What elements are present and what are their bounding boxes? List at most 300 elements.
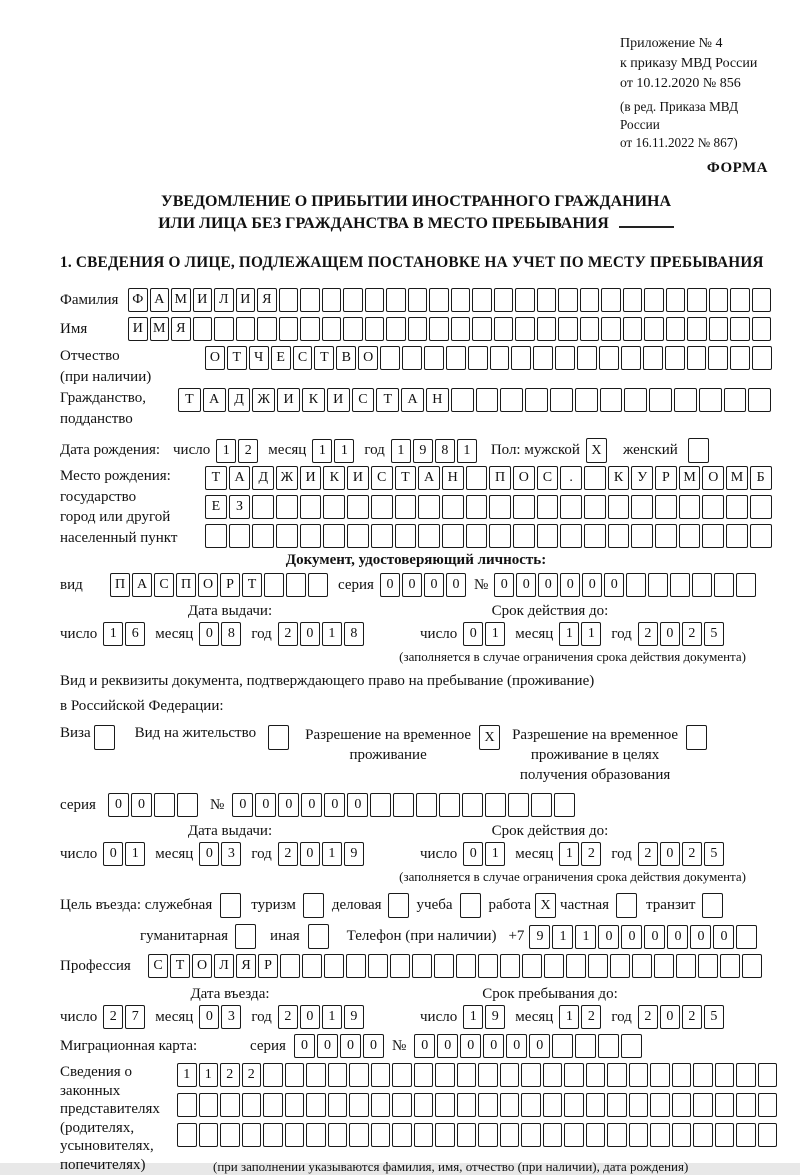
char-cell[interactable]: [715, 1123, 735, 1147]
char-cell[interactable]: [418, 495, 440, 519]
char-cell[interactable]: 3: [221, 842, 241, 866]
char-cell[interactable]: К: [323, 466, 345, 490]
char-cell[interactable]: 8: [221, 622, 241, 646]
char-cell[interactable]: 0: [506, 1034, 527, 1058]
char-cell[interactable]: [511, 346, 531, 370]
char-cell[interactable]: [736, 1093, 756, 1117]
char-cell[interactable]: 2: [682, 842, 702, 866]
char-cell[interactable]: [629, 1093, 649, 1117]
char-cell[interactable]: [730, 288, 750, 312]
char-cell[interactable]: [714, 573, 734, 597]
char-cell[interactable]: Т: [314, 346, 334, 370]
char-cell[interactable]: [414, 1093, 434, 1117]
char-cell[interactable]: [490, 346, 510, 370]
char-cell[interactable]: [584, 466, 606, 490]
char-cell[interactable]: [736, 1123, 756, 1147]
char-cell[interactable]: [629, 1123, 649, 1147]
char-cell[interactable]: 2: [581, 842, 601, 866]
char-cell[interactable]: 8: [344, 622, 364, 646]
char-cell[interactable]: [643, 346, 663, 370]
char-cell[interactable]: 9: [413, 439, 433, 463]
char-cell[interactable]: [371, 495, 393, 519]
char-cell[interactable]: [346, 954, 366, 978]
char-cell[interactable]: М: [679, 466, 701, 490]
char-cell[interactable]: 2: [103, 1005, 123, 1029]
char-cell[interactable]: [564, 1123, 584, 1147]
char-cell[interactable]: [632, 954, 652, 978]
char-cell[interactable]: [577, 346, 597, 370]
char-cell[interactable]: [429, 317, 449, 341]
char-cell[interactable]: 2: [220, 1063, 240, 1087]
char-cell[interactable]: [623, 317, 643, 341]
char-cell[interactable]: [649, 388, 672, 412]
char-cell[interactable]: М: [150, 317, 170, 341]
char-cell[interactable]: [395, 524, 417, 548]
char-cell[interactable]: [537, 288, 557, 312]
char-cell[interactable]: А: [132, 573, 152, 597]
char-cell[interactable]: [263, 1093, 283, 1117]
char-cell[interactable]: [263, 1123, 283, 1147]
char-cell[interactable]: [485, 793, 506, 817]
char-cell[interactable]: 0: [300, 1005, 320, 1029]
char-cell[interactable]: 2: [682, 622, 702, 646]
char-cell[interactable]: [544, 954, 564, 978]
char-cell[interactable]: [500, 954, 520, 978]
char-cell[interactable]: [709, 288, 729, 312]
char-cell[interactable]: Т: [170, 954, 190, 978]
char-cell[interactable]: [631, 524, 653, 548]
char-cell[interactable]: 0: [414, 1034, 435, 1058]
char-cell[interactable]: Р: [220, 573, 240, 597]
char-cell[interactable]: 5: [704, 842, 724, 866]
char-cell[interactable]: [692, 573, 712, 597]
char-cell[interactable]: [730, 317, 750, 341]
char-cell[interactable]: [395, 495, 417, 519]
char-cell[interactable]: [586, 1093, 606, 1117]
char-cell[interactable]: 0: [446, 573, 466, 597]
char-cell[interactable]: [537, 495, 559, 519]
char-cell[interactable]: 1: [552, 925, 573, 949]
char-cell[interactable]: [654, 954, 674, 978]
char-cell[interactable]: С: [293, 346, 313, 370]
char-cell[interactable]: 1: [322, 1005, 342, 1029]
char-cell[interactable]: [429, 288, 449, 312]
char-cell[interactable]: [679, 495, 701, 519]
char-cell[interactable]: [392, 1063, 412, 1087]
char-cell[interactable]: Ч: [249, 346, 269, 370]
char-cell[interactable]: [521, 1093, 541, 1117]
char-cell[interactable]: [521, 1123, 541, 1147]
char-cell[interactable]: [655, 524, 677, 548]
char-cell[interactable]: [537, 317, 557, 341]
char-cell[interactable]: 1: [581, 622, 601, 646]
char-cell[interactable]: [279, 288, 299, 312]
char-cell[interactable]: [699, 388, 722, 412]
char-cell[interactable]: [624, 388, 647, 412]
char-cell[interactable]: [720, 954, 740, 978]
char-cell[interactable]: П: [110, 573, 130, 597]
char-cell[interactable]: С: [154, 573, 174, 597]
char-cell[interactable]: [752, 346, 772, 370]
char-cell[interactable]: 1: [322, 622, 342, 646]
char-cell[interactable]: 0: [424, 573, 444, 597]
char-cell[interactable]: 0: [103, 842, 123, 866]
char-cell[interactable]: 0: [199, 842, 219, 866]
char-cell[interactable]: [715, 1063, 735, 1087]
char-cell[interactable]: О: [198, 573, 218, 597]
char-cell[interactable]: 1: [457, 439, 477, 463]
char-cell[interactable]: [242, 1123, 262, 1147]
char-cell[interactable]: [328, 1093, 348, 1117]
char-cell[interactable]: [434, 954, 454, 978]
char-cell[interactable]: 0: [380, 573, 400, 597]
char-cell[interactable]: 0: [347, 793, 368, 817]
checkbox-cell[interactable]: [303, 893, 324, 918]
checkbox-cell[interactable]: [235, 924, 256, 949]
char-cell[interactable]: 0: [560, 573, 580, 597]
char-cell[interactable]: 2: [238, 439, 258, 463]
char-cell[interactable]: [580, 317, 600, 341]
char-cell[interactable]: Ф: [128, 288, 148, 312]
char-cell[interactable]: [393, 793, 414, 817]
char-cell[interactable]: [199, 1093, 219, 1117]
char-cell[interactable]: [322, 317, 342, 341]
char-cell[interactable]: П: [176, 573, 196, 597]
char-cell[interactable]: Ж: [252, 388, 275, 412]
char-cell[interactable]: 8: [435, 439, 455, 463]
char-cell[interactable]: 1: [559, 622, 579, 646]
char-cell[interactable]: [349, 1123, 369, 1147]
char-cell[interactable]: У: [631, 466, 653, 490]
char-cell[interactable]: [670, 573, 690, 597]
char-cell[interactable]: [693, 1093, 713, 1117]
char-cell[interactable]: [560, 495, 582, 519]
char-cell[interactable]: [199, 1123, 219, 1147]
char-cell[interactable]: [693, 1063, 713, 1087]
char-cell[interactable]: [300, 495, 322, 519]
char-cell[interactable]: И: [193, 288, 213, 312]
char-cell[interactable]: 1: [103, 622, 123, 646]
char-cell[interactable]: [308, 573, 328, 597]
char-cell[interactable]: Т: [178, 388, 201, 412]
char-cell[interactable]: [702, 524, 724, 548]
char-cell[interactable]: [522, 954, 542, 978]
char-cell[interactable]: [154, 793, 175, 817]
char-cell[interactable]: [610, 954, 630, 978]
char-cell[interactable]: А: [418, 466, 440, 490]
char-cell[interactable]: [599, 346, 619, 370]
char-cell[interactable]: [306, 1123, 326, 1147]
char-cell[interactable]: [748, 388, 771, 412]
char-cell[interactable]: [390, 954, 410, 978]
char-cell[interactable]: [392, 1093, 412, 1117]
char-cell[interactable]: [687, 317, 707, 341]
char-cell[interactable]: 0: [300, 842, 320, 866]
char-cell[interactable]: [177, 793, 198, 817]
char-cell[interactable]: 0: [460, 1034, 481, 1058]
char-cell[interactable]: 0: [402, 573, 422, 597]
char-cell[interactable]: [323, 524, 345, 548]
char-cell[interactable]: [575, 388, 598, 412]
char-cell[interactable]: [607, 1063, 627, 1087]
checkbox-cell[interactable]: X: [586, 438, 607, 463]
char-cell[interactable]: [554, 793, 575, 817]
char-cell[interactable]: [515, 288, 535, 312]
char-cell[interactable]: 0: [660, 622, 680, 646]
char-cell[interactable]: О: [702, 466, 724, 490]
char-cell[interactable]: [715, 1093, 735, 1117]
char-cell[interactable]: 0: [463, 842, 483, 866]
char-cell[interactable]: Е: [271, 346, 291, 370]
char-cell[interactable]: [742, 954, 762, 978]
char-cell[interactable]: С: [371, 466, 393, 490]
char-cell[interactable]: [412, 954, 432, 978]
char-cell[interactable]: 1: [322, 842, 342, 866]
char-cell[interactable]: [306, 1093, 326, 1117]
char-cell[interactable]: [736, 925, 757, 949]
char-cell[interactable]: С: [537, 466, 559, 490]
char-cell[interactable]: [726, 495, 748, 519]
char-cell[interactable]: 2: [278, 1005, 298, 1029]
char-cell[interactable]: [631, 495, 653, 519]
char-cell[interactable]: [580, 288, 600, 312]
char-cell[interactable]: [752, 288, 772, 312]
char-cell[interactable]: 0: [538, 573, 558, 597]
char-cell[interactable]: А: [229, 466, 251, 490]
char-cell[interactable]: [672, 1093, 692, 1117]
char-cell[interactable]: 0: [644, 925, 665, 949]
char-cell[interactable]: [500, 1093, 520, 1117]
char-cell[interactable]: Т: [205, 466, 227, 490]
char-cell[interactable]: Р: [655, 466, 677, 490]
char-cell[interactable]: [457, 1123, 477, 1147]
char-cell[interactable]: 1: [559, 842, 579, 866]
char-cell[interactable]: [435, 1093, 455, 1117]
char-cell[interactable]: Т: [376, 388, 399, 412]
char-cell[interactable]: [600, 388, 623, 412]
char-cell[interactable]: [607, 1093, 627, 1117]
char-cell[interactable]: [386, 288, 406, 312]
char-cell[interactable]: [324, 954, 344, 978]
char-cell[interactable]: [371, 1063, 391, 1087]
char-cell[interactable]: [279, 317, 299, 341]
char-cell[interactable]: [439, 793, 460, 817]
char-cell[interactable]: [457, 1093, 477, 1117]
char-cell[interactable]: [276, 495, 298, 519]
char-cell[interactable]: [650, 1123, 670, 1147]
char-cell[interactable]: 5: [704, 1005, 724, 1029]
char-cell[interactable]: 0: [301, 793, 322, 817]
char-cell[interactable]: Я: [236, 954, 256, 978]
char-cell[interactable]: [564, 1063, 584, 1087]
char-cell[interactable]: К: [302, 388, 325, 412]
char-cell[interactable]: [709, 317, 729, 341]
checkbox-cell[interactable]: [460, 893, 481, 918]
char-cell[interactable]: [322, 288, 342, 312]
char-cell[interactable]: [285, 1093, 305, 1117]
char-cell[interactable]: [566, 954, 586, 978]
char-cell[interactable]: [555, 346, 575, 370]
char-cell[interactable]: [533, 346, 553, 370]
char-cell[interactable]: [500, 388, 523, 412]
char-cell[interactable]: [193, 317, 213, 341]
char-cell[interactable]: [558, 317, 578, 341]
char-cell[interactable]: [724, 388, 747, 412]
char-cell[interactable]: [543, 1063, 563, 1087]
char-cell[interactable]: [560, 524, 582, 548]
char-cell[interactable]: 0: [255, 793, 276, 817]
char-cell[interactable]: 2: [638, 842, 658, 866]
char-cell[interactable]: 2: [242, 1063, 262, 1087]
char-cell[interactable]: [392, 1123, 412, 1147]
char-cell[interactable]: [368, 954, 388, 978]
char-cell[interactable]: 0: [660, 1005, 680, 1029]
char-cell[interactable]: 2: [638, 1005, 658, 1029]
char-cell[interactable]: [665, 346, 685, 370]
char-cell[interactable]: К: [608, 466, 630, 490]
char-cell[interactable]: Д: [252, 466, 274, 490]
char-cell[interactable]: [750, 524, 772, 548]
char-cell[interactable]: [607, 1123, 627, 1147]
char-cell[interactable]: [601, 317, 621, 341]
char-cell[interactable]: В: [336, 346, 356, 370]
char-cell[interactable]: [601, 288, 621, 312]
checkbox-cell[interactable]: [686, 725, 707, 750]
char-cell[interactable]: 1: [575, 925, 596, 949]
char-cell[interactable]: [531, 793, 552, 817]
char-cell[interactable]: [478, 1123, 498, 1147]
char-cell[interactable]: 0: [483, 1034, 504, 1058]
char-cell[interactable]: [446, 346, 466, 370]
char-cell[interactable]: [414, 1063, 434, 1087]
char-cell[interactable]: [323, 495, 345, 519]
char-cell[interactable]: Р: [258, 954, 278, 978]
char-cell[interactable]: [252, 524, 274, 548]
checkbox-cell[interactable]: X: [479, 725, 500, 750]
char-cell[interactable]: 9: [529, 925, 550, 949]
char-cell[interactable]: [416, 793, 437, 817]
char-cell[interactable]: [300, 524, 322, 548]
char-cell[interactable]: 0: [340, 1034, 361, 1058]
char-cell[interactable]: 6: [125, 622, 145, 646]
char-cell[interactable]: 1: [559, 1005, 579, 1029]
char-cell[interactable]: [466, 524, 488, 548]
char-cell[interactable]: [650, 1093, 670, 1117]
char-cell[interactable]: [666, 288, 686, 312]
char-cell[interactable]: [220, 1123, 240, 1147]
char-cell[interactable]: [489, 524, 511, 548]
checkbox-cell[interactable]: [308, 924, 329, 949]
char-cell[interactable]: [537, 524, 559, 548]
char-cell[interactable]: [365, 288, 385, 312]
char-cell[interactable]: 0: [529, 1034, 550, 1058]
char-cell[interactable]: [708, 346, 728, 370]
char-cell[interactable]: [343, 288, 363, 312]
char-cell[interactable]: 1: [199, 1063, 219, 1087]
char-cell[interactable]: [286, 573, 306, 597]
char-cell[interactable]: [500, 1063, 520, 1087]
char-cell[interactable]: [263, 1063, 283, 1087]
char-cell[interactable]: 0: [199, 622, 219, 646]
char-cell[interactable]: [285, 1063, 305, 1087]
char-cell[interactable]: [676, 954, 696, 978]
char-cell[interactable]: М: [726, 466, 748, 490]
char-cell[interactable]: И: [128, 317, 148, 341]
char-cell[interactable]: [623, 288, 643, 312]
char-cell[interactable]: А: [150, 288, 170, 312]
char-cell[interactable]: 5: [704, 622, 724, 646]
char-cell[interactable]: [672, 1123, 692, 1147]
char-cell[interactable]: 1: [334, 439, 354, 463]
char-cell[interactable]: [702, 495, 724, 519]
char-cell[interactable]: [349, 1063, 369, 1087]
char-cell[interactable]: [586, 1063, 606, 1087]
char-cell[interactable]: [451, 288, 471, 312]
char-cell[interactable]: Л: [214, 954, 234, 978]
checkbox-cell[interactable]: [388, 893, 409, 918]
char-cell[interactable]: Л: [214, 288, 234, 312]
char-cell[interactable]: [750, 495, 772, 519]
char-cell[interactable]: [300, 317, 320, 341]
char-cell[interactable]: [328, 1123, 348, 1147]
char-cell[interactable]: [515, 317, 535, 341]
checkbox-cell[interactable]: [702, 893, 723, 918]
char-cell[interactable]: 0: [463, 622, 483, 646]
char-cell[interactable]: [543, 1123, 563, 1147]
char-cell[interactable]: [586, 1123, 606, 1147]
char-cell[interactable]: О: [358, 346, 378, 370]
char-cell[interactable]: П: [489, 466, 511, 490]
char-cell[interactable]: [478, 954, 498, 978]
char-cell[interactable]: [435, 1123, 455, 1147]
char-cell[interactable]: [414, 1123, 434, 1147]
char-cell[interactable]: [758, 1093, 778, 1117]
char-cell[interactable]: [380, 346, 400, 370]
char-cell[interactable]: [264, 573, 284, 597]
char-cell[interactable]: .: [560, 466, 582, 490]
char-cell[interactable]: Т: [395, 466, 417, 490]
char-cell[interactable]: [472, 317, 492, 341]
char-cell[interactable]: 9: [485, 1005, 505, 1029]
char-cell[interactable]: [698, 954, 718, 978]
char-cell[interactable]: 0: [598, 925, 619, 949]
char-cell[interactable]: 0: [317, 1034, 338, 1058]
checkbox-cell[interactable]: [268, 725, 289, 750]
char-cell[interactable]: [621, 1034, 642, 1058]
char-cell[interactable]: 0: [363, 1034, 384, 1058]
char-cell[interactable]: [476, 388, 499, 412]
char-cell[interactable]: [220, 1093, 240, 1117]
char-cell[interactable]: [371, 1093, 391, 1117]
checkbox-cell[interactable]: [616, 893, 637, 918]
char-cell[interactable]: [575, 1034, 596, 1058]
char-cell[interactable]: Д: [228, 388, 251, 412]
char-cell[interactable]: О: [192, 954, 212, 978]
char-cell[interactable]: 2: [278, 842, 298, 866]
char-cell[interactable]: [280, 954, 300, 978]
char-cell[interactable]: [736, 573, 756, 597]
char-cell[interactable]: 0: [108, 793, 129, 817]
char-cell[interactable]: [513, 524, 535, 548]
char-cell[interactable]: Е: [205, 495, 227, 519]
char-cell[interactable]: 1: [485, 622, 505, 646]
char-cell[interactable]: 0: [232, 793, 253, 817]
char-cell[interactable]: [349, 1093, 369, 1117]
char-cell[interactable]: О: [513, 466, 535, 490]
char-cell[interactable]: [679, 524, 701, 548]
char-cell[interactable]: [442, 495, 464, 519]
char-cell[interactable]: [408, 288, 428, 312]
